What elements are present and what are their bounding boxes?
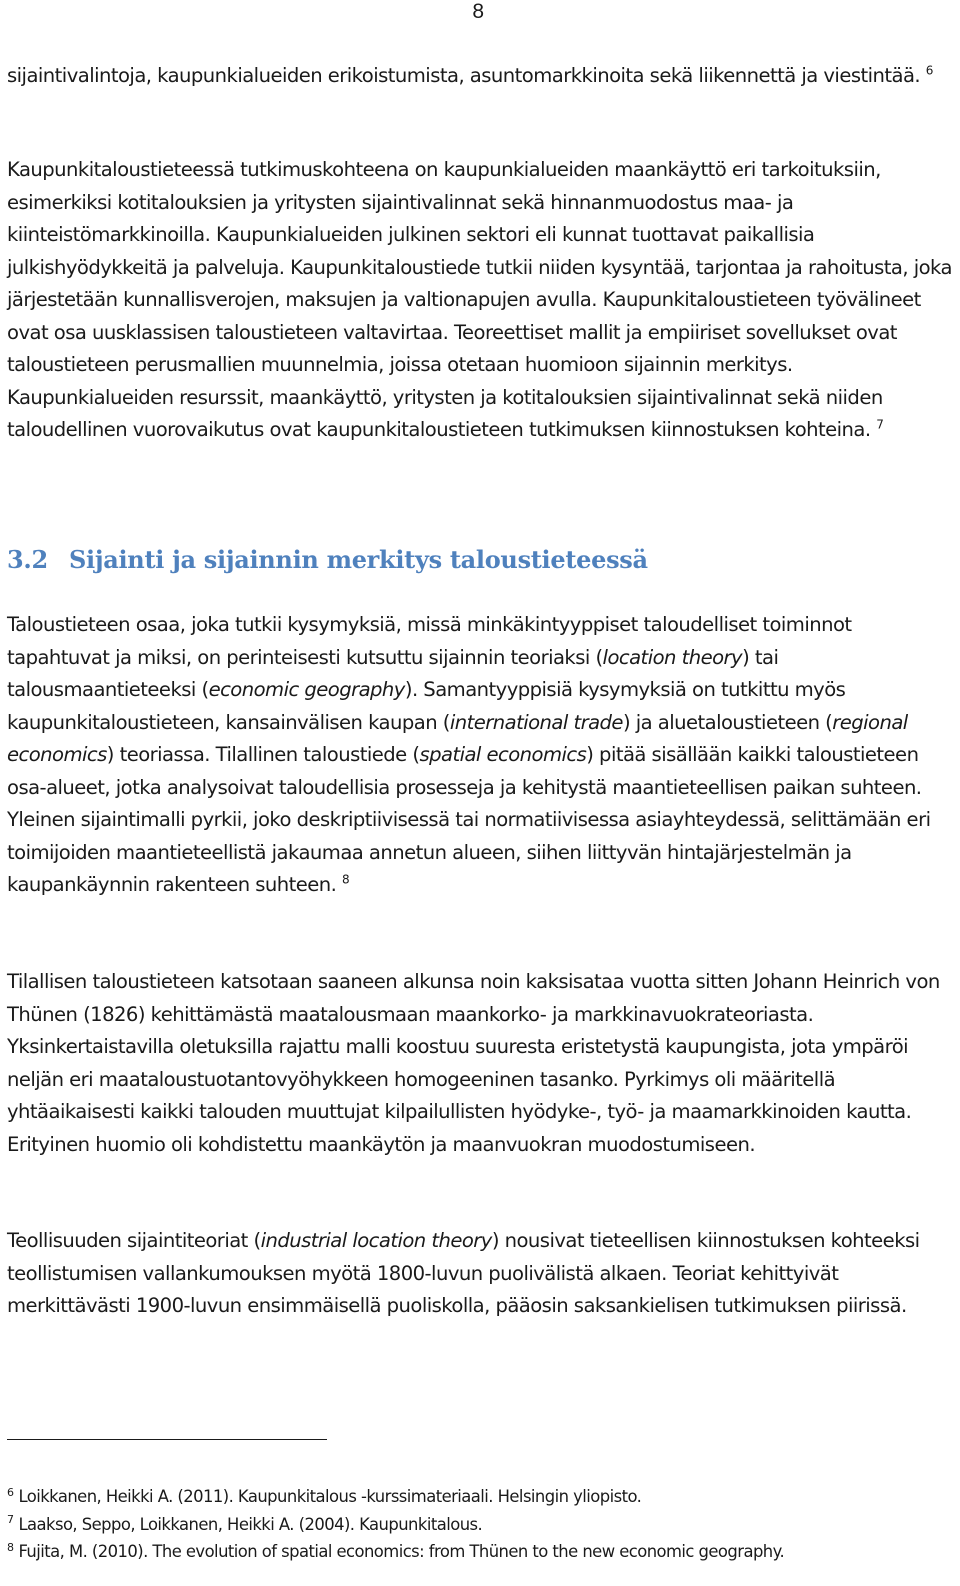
text-run: Teollisuuden sijaintiteoriat ( (7, 1229, 261, 1252)
paragraph-urban-economics (7, 154, 952, 447)
footnote-separator (7, 1439, 327, 1440)
footnote-number: 7 (7, 1513, 14, 1527)
italic-term: industrial location theory (260, 1229, 492, 1252)
section-title: Sijainti ja sijainnin merkitys taloustieteessä (69, 545, 648, 574)
footnote-text: Loikkanen, Heikki A. (2011). Kaupunkitalous -kurssimateriaali. Helsingin yliopisto. (18, 1487, 642, 1506)
italic-term: economic geography (208, 678, 405, 701)
paragraph-text: sijaintivalintoja, kaupunkialueiden erikoistumista, asuntomarkkinoita sekä liikennettä ja viestintää. (7, 64, 921, 87)
footnote-text: Laakso, Seppo, Loikkanen, Heikki A. (2004). Kaupunkitalous. (18, 1514, 483, 1534)
footnote-item (7, 1483, 952, 1511)
footnote-number: 8 (7, 1540, 14, 1554)
section-heading (7, 543, 648, 577)
footnote-item (7, 1511, 952, 1539)
text-run: ) tai talousmaantieteeksi ( (7, 645, 779, 701)
footnote-item (7, 1538, 952, 1566)
paragraph-intro-continuation (7, 60, 952, 93)
italic-term: international trade (449, 710, 623, 734)
paragraph-location-theory (7, 609, 952, 902)
footnote-reference[interactable]: 7 (876, 417, 884, 432)
text-run: ) pitää sisällään kaikki taloustieteen osa-alueet, jotka analysoivat taloudellisia prosesseja ja kehitystä maantieteellisen paikan suhteen. Yleinen sijaintimalli pyrkii, joko deskriptiivisessä tai normatiivisessa asiayhteydessä, selittämään eri toimijoiden maantieteellistä jakaumaa annetun alueen, siihen liittyvän hintajärjestelmän ja kaupankäynnin rakenteen suhteen. (7, 743, 931, 896)
footnote-number: 6 (7, 1485, 14, 1499)
paragraph-von-thunen (7, 966, 952, 1161)
italic-term: regional economics (7, 710, 908, 766)
italic-term: location theory (602, 645, 743, 669)
footnote-reference[interactable]: 6 (925, 63, 933, 78)
text-run: ) nousivat tieteellisen kiinnostuksen kohteeksi teollistumisen vallankumouksen myötä 1800-luvun puolivälistä alkaen. Teoriat kehittyivät merkittävästi 1900-luvun ensimmäisellä puoliskolla, pääosin saksankielisen tutkimuksen piirissä. (7, 1229, 920, 1317)
text-run: ) teoriassa. Tilallinen taloustiede ( (106, 743, 420, 766)
paragraph-industrial-location (7, 1225, 952, 1323)
page-number: 8 (472, 0, 484, 23)
text-run: Taloustieteen osaa, joka tutkii kysymyksiä, missä minkäkintyyppiset taloudelliset toiminnot tapahtuvat ja miksi, on perinteisesti kutsuttu sijainnin teoriaksi ( (7, 613, 852, 669)
footnote-reference[interactable]: 8 (342, 872, 350, 887)
italic-term: spatial economics (419, 743, 587, 766)
text-run: ). Samantyyppisiä kysymyksiä on tutkittu myös kaupunkitaloustieteen, kansainvälisen kaupan ( (7, 678, 846, 734)
section-number: 3.2 (7, 545, 48, 574)
paragraph-text: Tilallisen taloustieteen katsotaan saaneen alkunsa noin kaksisataa vuotta sitten Johann Heinrich von Thünen (1826) kehittämästä maatalousmaan maankorko- ja markkinavuokrateoriasta. Yksinkertaistavilla oletuksilla rajattu malli koostuu suuresta eristetystä kaupungista, jota ympäröi neljän eri maataloustuotantovyöhykkeen homogeeninen tasanko. Pyrkimys oli määritellä yhtäaikaisesti kaikki talouden muuttujat kilpailullisten hyödyke-, työ- ja maamarkkinoiden kautta. Erityinen huomio oli kohdistettu maankäytön ja maanvuokran muodostumiseen. (7, 970, 940, 1156)
paragraph-text: Kaupunkitaloustieteessä tutkimuskohteena on kaupunkialueiden maankäyttö eri tarkoituksiin, esimerkiksi kotitalouksien ja yritysten sijaintivalinnat sekä hinnanmuodostus maa- ja kiinteistömarkkinoilla. Kaupunkialueiden julkinen sektori eli kunnat tuottavat paikallisia julkishyödykkeitä ja palveluja. Kaupunkitaloustiede tutkii niiden kysyntää, tarjontaa ja rahoitusta, joka järjestetään kunnallisverojen, maksujen ja valtionapujen avulla. Kaupunkitaloustieteen työvälineet ovat osa uusklassisen taloustieteen valtavirtaa. Teoreettiset mallit ja empiiriset sovellukset ovat taloustieteen perusmallien muunnelmia, joissa otetaan huomioon sijainnin merkitys. Kaupunkialueiden resurssit, maankäyttö, yritysten ja kotitalouksien sijaintivalinnat sekä niiden taloudellinen vuorovaikutus ovat kaupunkitaloustieteen tutkimuksen kiinnostuksen kohteina. (7, 158, 952, 441)
text-run: ) ja aluetaloustieteen ( (622, 710, 833, 734)
footnote-text: Fujita, M. (2010). The evolution of spatial economics: from Thünen to the new economic geography. (18, 1542, 785, 1561)
footnotes-list (7, 1483, 952, 1566)
